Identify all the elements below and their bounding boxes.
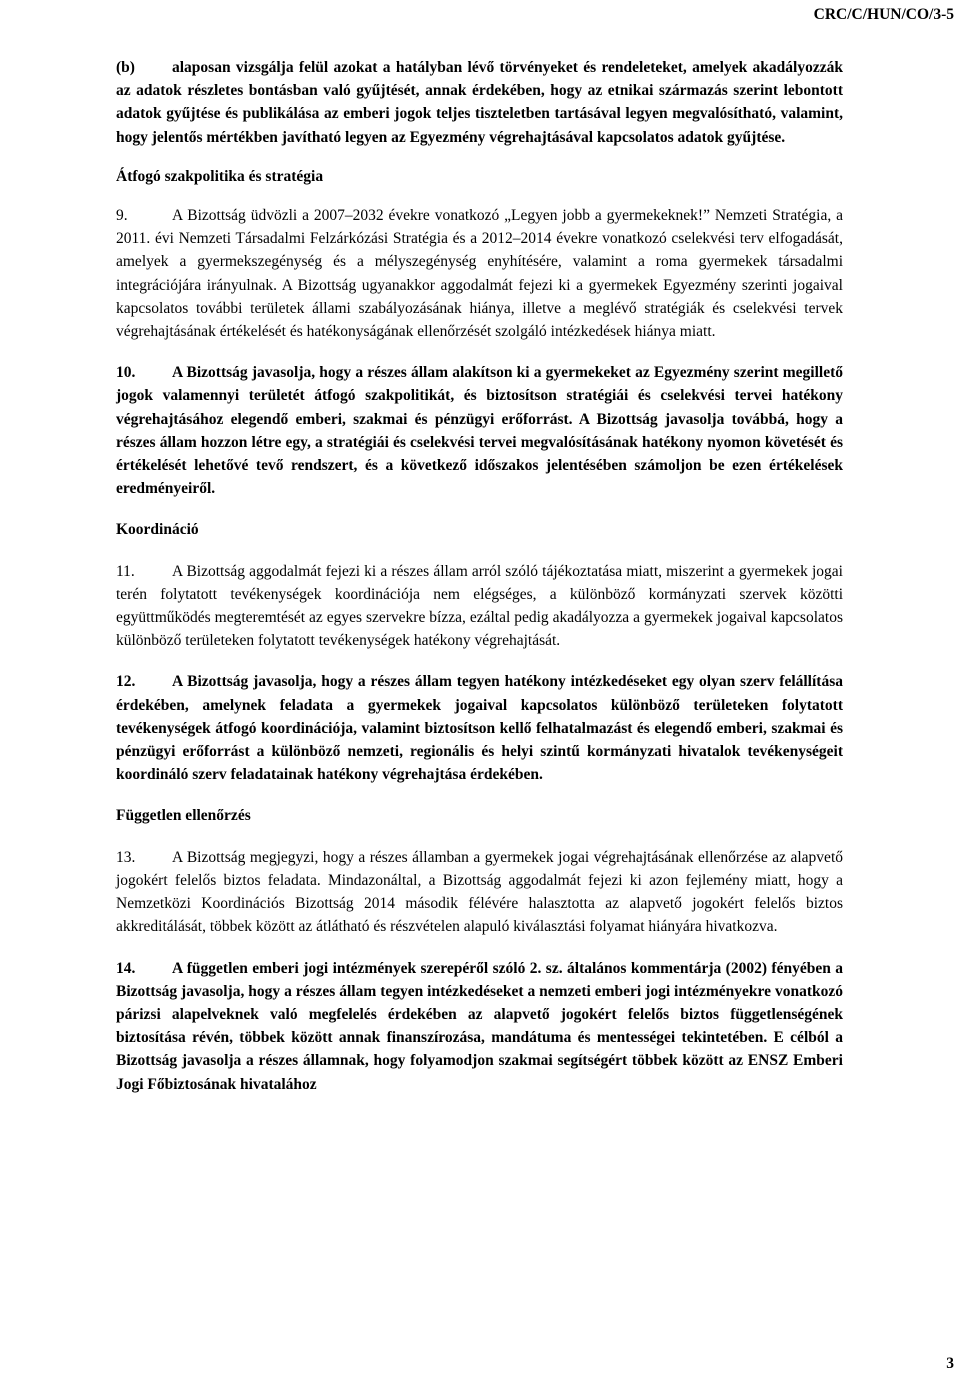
paragraph-text: A Bizottság javasolja, hogy a részes állam alakítson ki a gyermekeket az Egyezmény szerint megillető jogok valamennyi területét átfogó szakpolitikát, és biztosítson stratégiái és cselekvési tervei hatékony végrehajtásához elegendő emberi, szakmai és pénzügyi erőforrást. A Bizottság javasolja továbbá, hogy a részes állam hozzon létre egy, a stratégiái és cselekvési tervei megvalósításának hatékony nyomon követését és értékelését lehetővé tevő rendszert, és a következő időszakos jelentésében számoljon be ezen értékelések eredményeiről.: [116, 364, 843, 498]
page-number: 3: [946, 1355, 954, 1372]
paragraph-number: 12.: [116, 673, 136, 691]
paragraph-number: 9.: [116, 207, 128, 225]
document-body: [116, 56, 843, 1096]
paragraph-number: 14.: [116, 959, 136, 977]
paragraph-number: 13.: [116, 848, 136, 866]
section-heading-coordination: Koordináció: [116, 521, 199, 539]
paragraph-text: A független emberi jogi intézmények szerepéről szóló 2. sz. általános kommentárja (2002) fényében a Bizottság javasolja, hogy a részes állam tegyen intézkedéseket a nemzeti emberi jogi intézményekre vonatkozó párizsi alapelveknek való megfelelés érdekében az alapvető jogokért felelős biztos függetlenségének biztosítása révén, többek között annak finanszírozása, mandátuma és mentességei tekintetében. E célból a Bizottság javasolja a részes államnak, hogy folyamodjon szakmai segítségért többek között az ENSZ Emberi Jogi Főbiztosának hivatalához: [116, 959, 843, 1093]
paragraph-9: [116, 204, 843, 343]
paragraph-number: 10.: [116, 364, 136, 382]
document-reference: CRC/C/HUN/CO/3-5: [813, 6, 954, 23]
paragraph-text: A Bizottság javasolja, hogy a részes állam tegyen hatékony intézkedéseket egy olyan szerv felállítása érdekében, amelynek feladata a gyermekek jogaival kapcsolatos különböző területeken folytatott tevékenységek átfogó koordinációja, valamint biztosítson kellő felhatalmazást és elegendő emberi, szakmai és pénzügyi erőforrást a különböző nemzeti, regionális és helyi szintű kormányzati hivatalok tevékenységeit koordináló szerv feladatainak hatékony végrehajtása érdekében.: [116, 673, 843, 784]
paragraph-b: [116, 56, 843, 149]
paragraph-11: [116, 560, 843, 653]
paragraph-14: [116, 957, 843, 1096]
paragraph-text: A Bizottság üdvözli a 2007–2032 évekre vonatkozó „Legyen jobb a gyermekeknek!” Nemzeti Stratégia, a 2011. évi Nemzeti Társadalmi Felzárkózási Stratégia és a 2012–2014 évekre vonatkozó cselekvési terv elfogadását, amelyek a gyermekszegénység és a mélyszegénység enyhítésére, valamint a roma gyermekek társadalmi integrációjára irányulnak. A Bizottság ugyanakkor aggodalmát fejezi ki a gyermekek Egyezmény szerinti jogaival kapcsolatos további területek állami szabályozásának hiánya, illetve a meglévő stratégiák és cselekvési tervek végrehajtásának értékelését és hatékonyságának ellenőrzését szolgáló intézkedések hiánya miatt.: [116, 207, 843, 341]
section-heading-strategy: Átfogó szakpolitika és stratégia: [116, 167, 324, 185]
paragraph-label: (b): [116, 59, 135, 76]
paragraph-text: A Bizottság megjegyzi, hogy a részes államban a gyermekek jogai végrehajtásának ellenőrzése az alapvető jogokért felelős biztos feladata. Mindazonáltal, a Bizottság aggodalmát fejezi ki azon fejlemény miatt, hogy a Nemzetközi Koordinációs Bizottság 2014 második félévére halasztotta az alapvető jogokért felelős biztos akkreditálását, többek között az átlátható és részvételen alapuló kiválasztási folyamat hiányára hivatkozva.: [116, 848, 843, 936]
paragraph-10: [116, 361, 843, 500]
paragraph-12: [116, 670, 843, 786]
paragraph-text: alaposan vizsgálja felül azokat a hatályban lévő törvényeket és rendeleteket, amelyek akadályozzák az adatok részletes bontásban való gyűjtését, annak érdekében, hogy az etnikai származás szerint lebontott adatok gyűjtése és publikálása az emberi jogok teljes tiszteletben tartásával legyen megvalósítható, valamint, hogy jelentős mértékben javítható legyen az Egyezmény végrehajtásával kapcsolatos adatok gyűjtése.: [116, 59, 843, 146]
paragraph-text: A Bizottság aggodalmát fejezi ki a részes állam arról szóló tájékoztatása miatt, miszerint a gyermekek jogai terén folytatott tevékenységek koordinációja nem elégséges, a különböző kormányzati szervek közötti együttműködés megteremtését az egyes szervekre bízza, ezáltal pedig akadályozza a gyermekek jogaival kapcsolatos különböző területeken folytatott tevékenységek hatékony végrehajtását.: [116, 562, 843, 650]
paragraph-number: 11.: [116, 562, 135, 580]
section-heading-independent-monitoring: Független ellenőrzés: [116, 807, 251, 825]
paragraph-13: [116, 846, 843, 939]
